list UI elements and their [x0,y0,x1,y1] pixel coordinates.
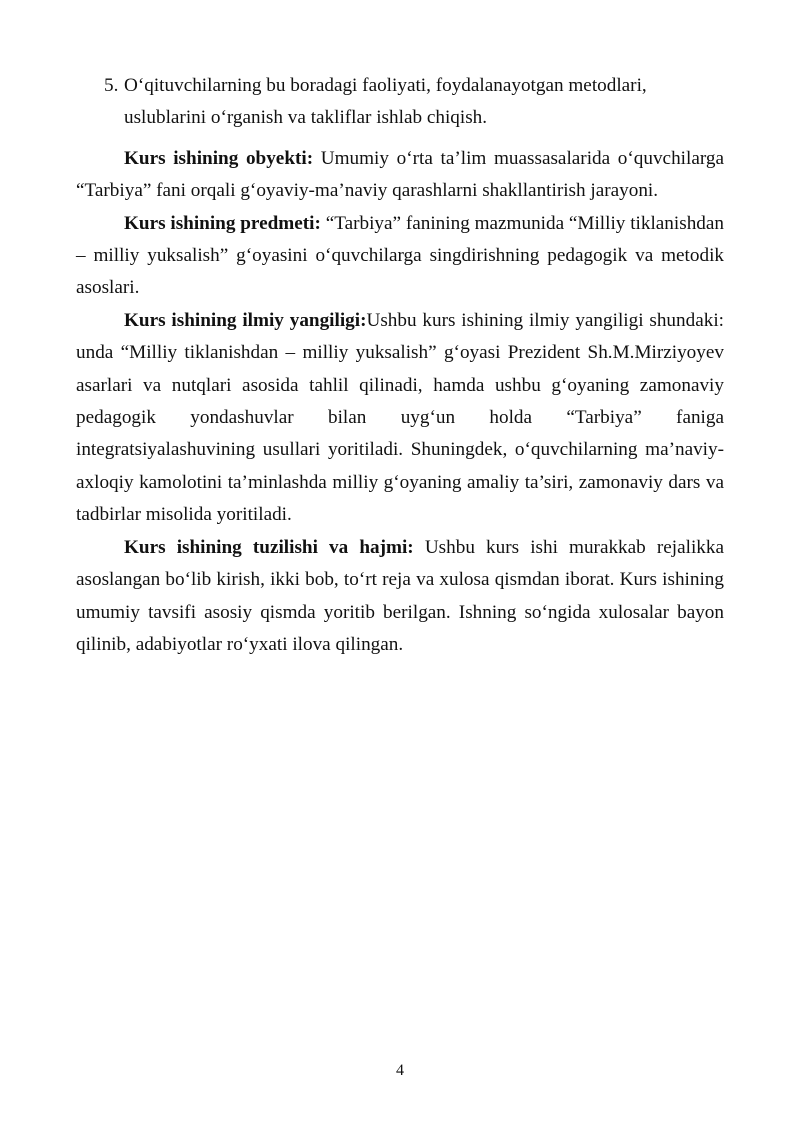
paragraph-subject [76,208,724,305]
paragraph-text: Ushbu kurs ishi murakkab rejalikka asoslangan bo‘lib kirish, ikki bob, to‘rt reja va xulosa qismdan iborat. Kurs ishining umumiy tavsifi asosiy qismda yoritib berilgan. Ishning so‘ngida xulosalar bayon qilinib, adabiyotlar ro‘yxati ilova qilingan. [76,536,724,655]
paragraph-label: Kurs ishining predmeti: [124,212,321,234]
paragraph-text: Umumiy o‘rta ta’lim muassasalarida o‘quvchilarga “Tarbiya” fani orqali g‘oyaviy-ma’naviy qarashlarni shakllantirish jarayoni. [76,147,724,202]
page-content [76,70,724,661]
list-item-5 [76,70,724,135]
paragraph-label: Kurs ishining tuzilishi va hajmi: [124,536,414,558]
paragraph-novelty [76,305,724,532]
paragraph-object [76,143,724,208]
paragraph-label: Kurs ishining obyekti: [124,147,314,169]
paragraph-structure [76,532,724,662]
page-number: 4 [396,1062,404,1079]
paragraph-text: Ushbu kurs ishining ilmiy yangiligi shundaki: unda “Milliy tiklanishdan – milliy yuksalish” g‘oyasi Prezident Sh.M.Mirziyoyev asarlari va nutqlari asosida tahlil qilinadi, hamda ushbu g‘oyaning zamonaviy pedagogik yondashuvlar bilan uyg‘un holda “Tarbiya” faniga integratsiyalashuvining usullari yoritiladi. Shuningdek, o‘quvchilarning ma’naviy-axloqiy kamolotini ta’minlashda milliy g‘oyaning amaliy ta’siri, zamonaviy dars va tadbirlar misolida yoritiladi. [76,309,724,526]
paragraph-label: Kurs ishining ilmiy yangiligi: [124,309,367,331]
paragraph-text: “Tarbiya” fanining mazmunida “Milliy tiklanishdan – milliy yuksalish” g‘oyasini o‘quvchilarga singdirishning pedagogik va metodik asoslari. [76,212,724,299]
list-item-number: 5. [104,75,119,96]
list-item-text: O‘qituvchilarning bu boradagi faoliyati, foydalanayotgan metodlari, uslublarini o‘rganish va takliflar ishlab chiqish. [124,75,647,129]
